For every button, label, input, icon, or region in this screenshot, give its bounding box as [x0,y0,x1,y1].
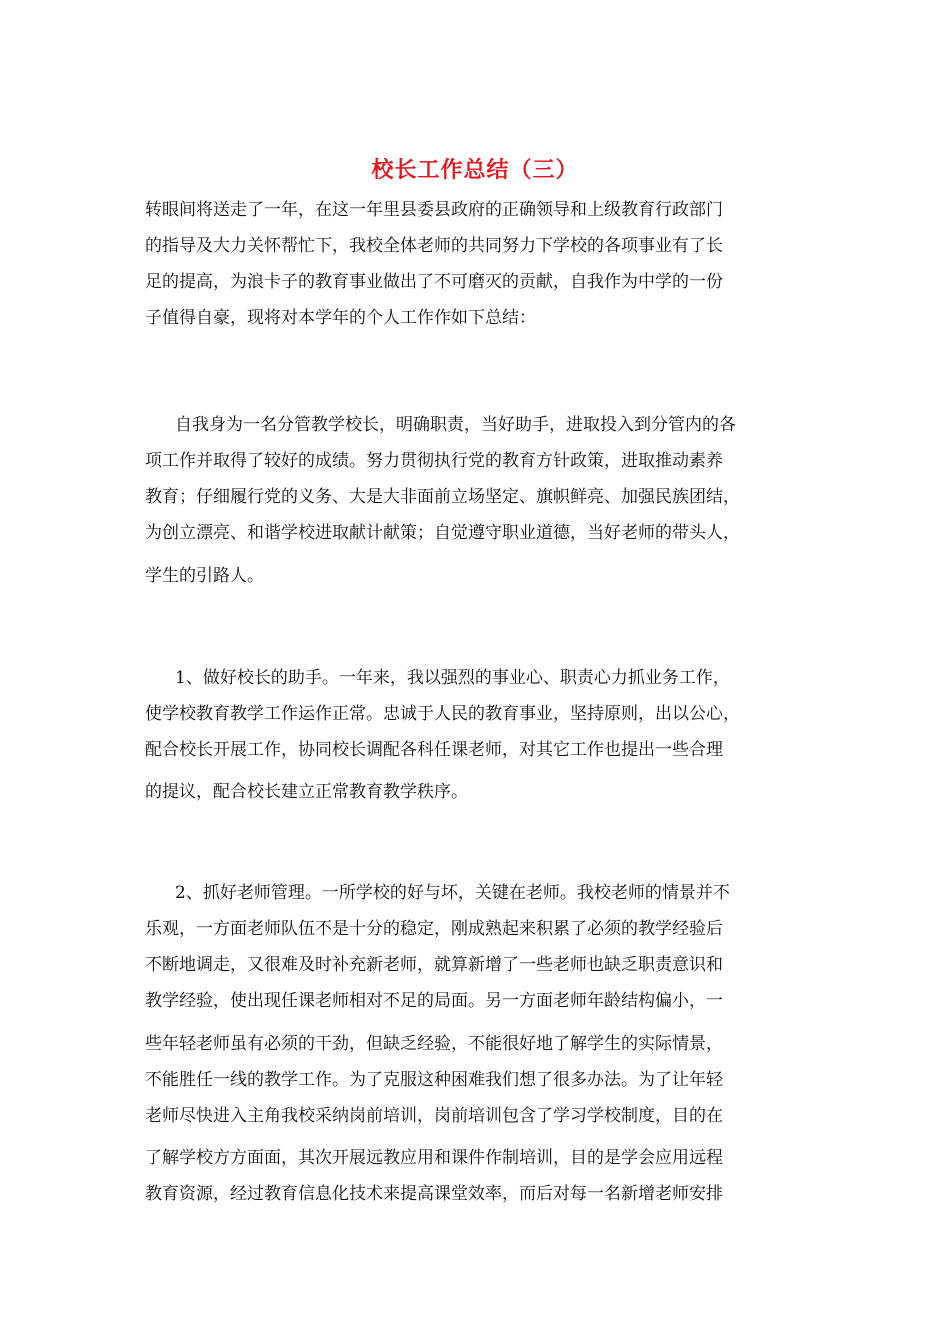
paragraph-line: 1、做好校长的助手。一年来，我以强烈的事业心、职责心力抓业务工作， [175,668,730,688]
paragraph-line: 为创立漂亮、和谐学校进取献计献策；自觉遵守职业道德，当好老师的带头人， [145,523,740,543]
paragraph-line: 教学经验，使出现任课老师相对不足的局面。另一方面老师年龄结构偏小，一 [145,991,723,1011]
paragraph-line: 自我身为一名分管教学校长，明确职责，当好助手，进取投入到分管内的各 [175,415,736,435]
paragraph-line: 教育资源，经过教育信息化技术来提高课堂效率，而后对每一名新增老师安排 [145,1184,723,1204]
paragraph-line: 不断地调走，又很难及时补充新老师，就算新增了一些老师也缺乏职责意识和 [145,955,723,975]
paragraph-line: 配合校长开展工作，协同校长调配各科任课老师，对其它工作也提出一些合理 [145,740,723,760]
paragraph-line: 转眼间将送走了一年，在这一年里县委县政府的正确领导和上级教育行政部门 [145,200,723,220]
document-title: 校长工作总结（三） [371,157,579,183]
paragraph-line: 不能胜任一线的教学工作。为了克服这种困难我们想了很多办法。为了让年轻 [145,1070,723,1090]
paragraph-line: 了解学校方方面面，其次开展远教应用和课件作制培训，目的是学会应用远程 [145,1148,723,1168]
paragraph-line: 些年轻老师虽有必须的干劲，但缺乏经验，不能很好地了解学生的实际情景， [145,1034,723,1054]
paragraph-line: 的指导及大力关怀帮忙下，我校全体老师的共同努力下学校的各项事业有了长 [145,236,723,256]
paragraph-line: 老师尽快进入主角我校采纳岗前培训，岗前培训包含了学习学校制度，目的在 [145,1106,723,1126]
paragraph-line: 2、抓好老师管理。一所学校的好与坏，关键在老师。我校老师的情景并不 [175,883,730,903]
paragraph-line: 子值得自豪，现将对本学年的个人工作作如下总结： [145,308,536,328]
paragraph-line: 的提议，配合校长建立正常教育教学秩序。 [145,782,468,802]
paragraph-line: 使学校教育教学工作运作正常。忠诚于人民的教育事业，坚持原则，出以公心， [145,704,740,724]
paragraph-line: 足的提高，为浪卡子的教育事业做出了不可磨灭的贡献，自我作为中学的一份 [145,272,723,292]
paragraph-line: 项工作并取得了较好的成绩。努力贯彻执行党的教育方针政策，进取推动素养 [145,451,723,471]
paragraph-line: 乐观，一方面老师队伍不是十分的稳定，刚成熟起来积累了必须的教学经验后 [145,919,723,939]
paragraph-line: 学生的引路人。 [145,566,264,586]
paragraph-line: 教育；仔细履行党的义务、大是大非面前立场坚定、旗帜鲜亮、加强民族团结， [145,487,740,507]
